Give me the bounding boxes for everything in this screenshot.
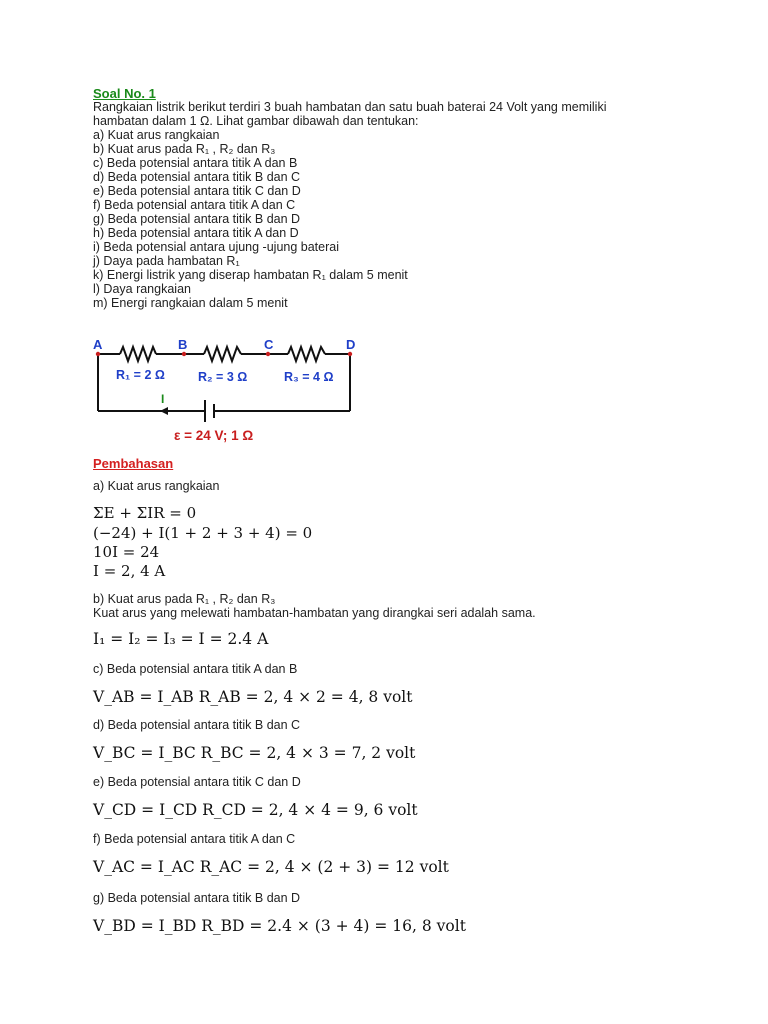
question-g: g) Beda potensial antara titik B dan D [93,212,301,226]
node-d-dot [348,352,352,356]
node-c-dot [266,352,270,356]
r3-label: R₃ = 4 Ω [284,370,334,384]
node-a-label: A [93,337,103,352]
circuit-diagram [88,334,368,446]
question-d: d) Beda potensial antara titik B dan C [93,170,301,184]
answer-e-label: e) Beda potensial antara titik C dan D [93,775,301,789]
answer-b-label: b) Kuat arus pada R₁ , R₂ dan R₃ [93,592,276,606]
resistor-r2-zigzag [204,347,241,361]
emf-label: ε = 24 V; 1 Ω [174,428,254,443]
question-i: i) Beda potensial antara ujung -ujung baterai [93,240,340,254]
current-arrow-icon [160,407,168,415]
r2-label: R₂ = 3 Ω [198,370,248,384]
answer-f-eq: V_AC = I_AC R_AC = 2, 4 × (2 + 3) = 12 volt [93,858,449,876]
pembahasan-heading: Pembahasan [93,456,174,471]
current-label: I [161,392,165,406]
node-b-dot [182,352,186,356]
answer-a-eq-4: I = 2, 4 A [93,562,166,580]
resistor-r1-zigzag [120,347,156,361]
answer-g-eq: V_BD = I_BD R_BD = 2.4 × (3 + 4) = 16, 8 volt [93,917,466,935]
resistor-r3-zigzag [288,347,325,361]
question-c: c) Beda potensial antara titik A dan B [93,156,298,170]
answer-b-note: Kuat arus yang melewati hambatan-hambatan yang dirangkai seri adalah sama. [93,606,536,620]
answer-g-label: g) Beda potensial antara titik B dan D [93,891,301,905]
question-h: h) Beda potensial antara titik A dan D [93,226,299,240]
question-k: k) Energi listrik yang diserap hambatan R₁ dalam 5 menit [93,268,408,282]
question-a: a) Kuat arus rangkaian [93,128,220,142]
question-b: b) Kuat arus pada R₁ , R₂ dan R₃ [93,142,276,156]
intro-line-1: Rangkaian listrik berikut terdiri 3 buah hambatan dan satu buah baterai 24 Volt yang memiliki [93,100,607,114]
answer-d-eq: V_BC = I_BC R_BC = 2, 4 × 3 = 7, 2 volt [93,744,416,762]
node-b-label: B [178,337,188,352]
answer-a-label: a) Kuat arus rangkaian [93,479,220,493]
node-d-label: D [346,337,356,352]
answer-a-eq-2: (−24) + I(1 + 2 + 3 + 4) = 0 [93,524,313,542]
r1-label: R₁ = 2 Ω [116,368,165,382]
answer-e-eq: V_CD = I_CD R_CD = 2, 4 × 4 = 9, 6 volt [93,801,418,819]
answer-d-label: d) Beda potensial antara titik B dan C [93,718,301,732]
question-m: m) Energi rangkaian dalam 5 menit [93,296,288,310]
node-c-label: C [264,337,274,352]
question-l: l) Daya rangkaian [93,282,191,296]
soal-heading: Soal No. 1 [93,86,156,101]
question-j: j) Daya pada hambatan R₁ [93,254,240,268]
node-a-dot [96,352,100,356]
intro-line-2: hambatan dalam 1 Ω. Lihat gambar dibawah dan tentukan: [93,114,419,128]
answer-a-eq-1: ΣE + ΣIR = 0 [93,504,197,522]
answer-b-eq: I₁ = I₂ = I₃ = I = 2.4 A [93,630,269,648]
answer-c-eq: V_AB = I_AB R_AB = 2, 4 × 2 = 4, 8 volt [93,688,413,706]
answer-a-eq-3: 10I = 24 [93,543,160,561]
answer-f-label: f) Beda potensial antara titik A dan C [93,832,296,846]
question-e: e) Beda potensial antara titik C dan D [93,184,301,198]
answer-c-label: c) Beda potensial antara titik A dan B [93,662,298,676]
question-f: f) Beda potensial antara titik A dan C [93,198,296,212]
